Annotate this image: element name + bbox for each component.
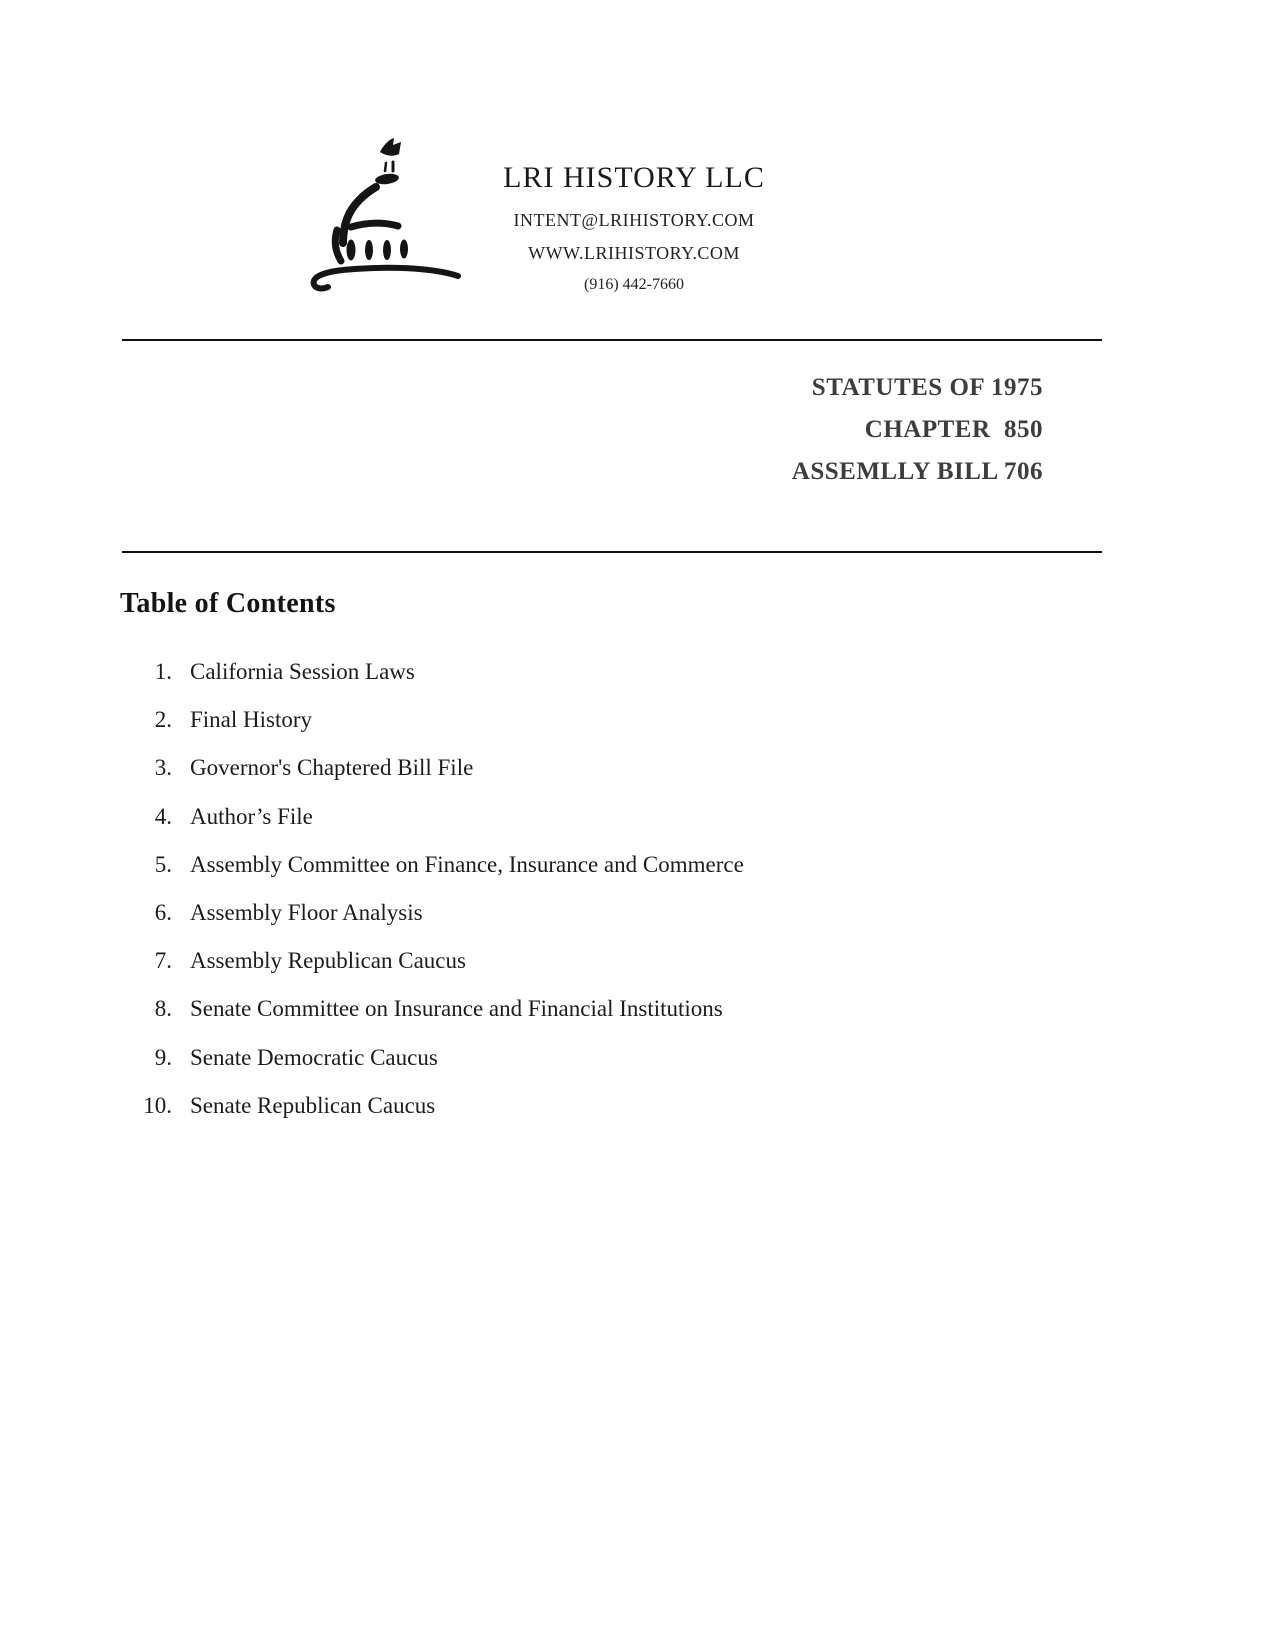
toc-item-number: 5.: [154, 851, 172, 877]
statutes-line: STATUTES OF 1975: [811, 374, 1043, 401]
toc-item-number: 2.: [154, 707, 172, 733]
toc-item: [120, 1034, 1020, 1082]
toc-item-label: Author’s File: [190, 803, 313, 829]
toc-item: [120, 744, 1020, 792]
toc-item-label: Assembly Republican Caucus: [190, 948, 466, 974]
toc-item-label: Governor's Chaptered Bill File: [190, 755, 474, 781]
toc-item-label: California Session Laws: [190, 659, 415, 684]
chapter-line: CHAPTER 850: [864, 416, 1043, 443]
toc-item: [120, 648, 1020, 696]
toc-item-label: Senate Committee on Insurance and Financial Institutions: [190, 996, 723, 1022]
company-name: LRI HISTORY LLC: [503, 161, 765, 194]
toc-item: [120, 793, 1020, 841]
toc-item: [120, 1082, 1020, 1130]
toc-list: [120, 648, 1020, 1130]
toc-item: [120, 889, 1020, 937]
toc-item-label: Assembly Committee on Finance, Insurance and Commerce: [190, 851, 744, 877]
toc-item-label: Final History: [190, 707, 313, 733]
company-phone: (916) 442-7660: [584, 276, 684, 293]
toc-item: [120, 696, 1020, 744]
bill-title-block: [792, 367, 1043, 493]
toc-item-number: 9.: [154, 1044, 172, 1070]
toc-item-number: 1.: [154, 659, 172, 684]
toc-item-label: Assembly Floor Analysis: [190, 899, 423, 925]
toc-item-number: 10.: [143, 1092, 172, 1118]
toc-item-number: 3.: [154, 755, 172, 781]
toc-heading: Table of Contents: [120, 588, 336, 619]
divider-bottom: [122, 551, 1102, 553]
toc-item-number: 8.: [154, 996, 172, 1022]
toc-item-number: 4.: [154, 803, 172, 829]
toc-item: [120, 841, 1020, 889]
toc-item-number: 6.: [154, 899, 172, 925]
toc-item: [120, 937, 1020, 985]
bill-line: ASSEMLLY BILL 706: [791, 458, 1043, 485]
toc-item-label: Senate Republican Caucus: [190, 1092, 436, 1118]
company-email: INTENT@LRIHISTORY.COM: [513, 210, 755, 230]
company-website: WWW.LRIHISTORY.COM: [528, 243, 740, 263]
toc-item-label: Senate Democratic Caucus: [190, 1044, 438, 1070]
toc-item: [120, 985, 1020, 1033]
divider-top: [122, 339, 1102, 341]
toc-item-number: 7.: [154, 948, 172, 974]
letterhead: [404, 160, 864, 294]
